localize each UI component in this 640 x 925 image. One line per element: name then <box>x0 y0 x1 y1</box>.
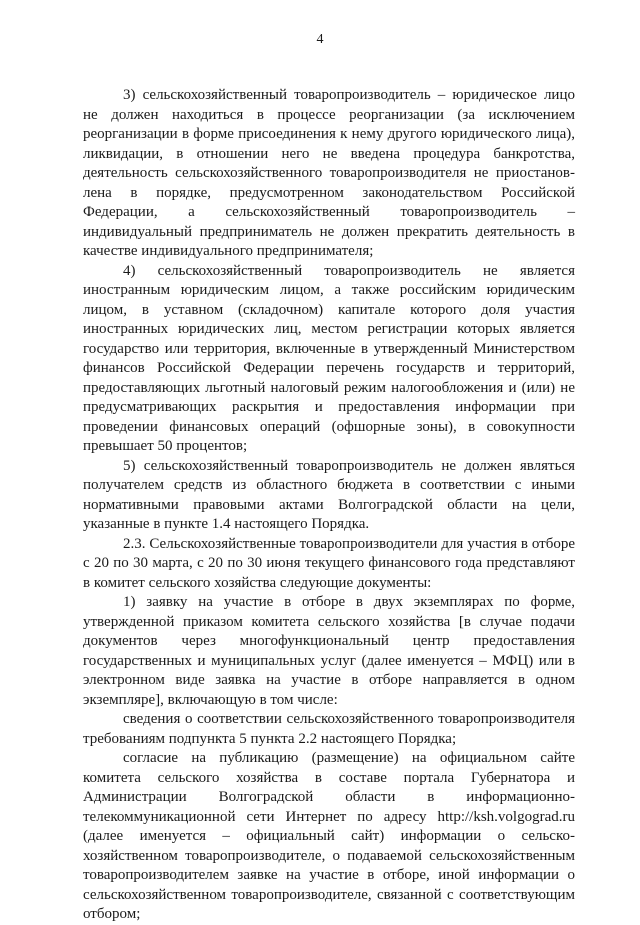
page-number: 4 <box>316 32 324 47</box>
paragraph-compliance-info: сведения о соответствии сельскохозяйственного товаропроизводителя требованиям подпункта 5 пункта 2.2 настоящего Порядка; <box>83 711 575 747</box>
paragraph-document-1-application: 1) заявку на участие в отборе в двух экземплярах по форме, утвержденной приказом комитета сельского хозяйства [в случае подачи документов через многофункциональный центр предоставления государственных и муниципальных услуг (далее именуется – МФЦ) или в электронном виде заявка на участие в отборе направляется в одном экземпляре], включающую в том числе: <box>83 594 575 708</box>
paragraph-requirement-5: 5) сельскохозяйственный товаропроизводитель не должен являться получателем средств из областного бюджета в соответствии с иными нормативными правовыми актами Волгоградской области на цели, указанные в пункте 1.4 настоящего Порядка. <box>83 457 575 532</box>
paragraph-section-2-3: 2.3. Сельскохозяйственные товаропроизводители для участия в отборе с 20 по 30 марта, с 20 по 30 июня текущего финансового года представляют в комитет сельского хозяйства следующие документы: <box>83 535 575 591</box>
paragraph-requirement-4: 4) сельскохозяйственный товаропроизводитель не является иностранным юридическим лицом, а также российским юридическим лицом, в уставном (складочном) капитале которого доля участия иностранных юридических лиц, местом регистрации которых является государство или территория, включенные в утвержденный Министерством финансов Российской Федерации перечень государств и территорий, предоставляющих льготный налоговый режим налогообложения и (или) не предусматривающих раскрытия и предоставления информации при проведении финансовых операций (офшорные зоны), в совокупности превышает 50 процентов; <box>83 262 575 454</box>
paragraph-requirement-3: 3) сельскохозяйственный товаропроизводитель – юридическое лицо не должен находиться в процессе реорганизации (за исключением реорганизации в форме присоединения к нему другого юридического лица), ликвидации, в отношении него не введена процедура банкротства, деятельность сельскохозяйственного товаропроизводителя не приостановлена в порядке, предусмотренном законодательством Российской Федерации, а сельскохозяйственный товаропроизводитель – индивидуальный предприниматель не должен прекратить деятельность в качестве индивидуального предпринимателя; <box>83 87 575 259</box>
document-body <box>83 86 575 925</box>
paragraph-publication-consent: согласие на публикацию (размещение) на официальном сайте комитета сельского хозяйства в составе портала Губернатора и Администрации Волгоградской области в информационно-телекоммуникационной сети Интернет по адресу http://ksh.volgograd.ru (далее именуется – официальный сайт) информации о сельскохозяйственном товаропроизводителе, о подаваемой сельскохозяйственным товаропроизводителем заявке на участие в отборе, иной информации о сельскохозяйственном товаропроизводителе, связанной с соответствующим отбором; <box>83 750 575 922</box>
